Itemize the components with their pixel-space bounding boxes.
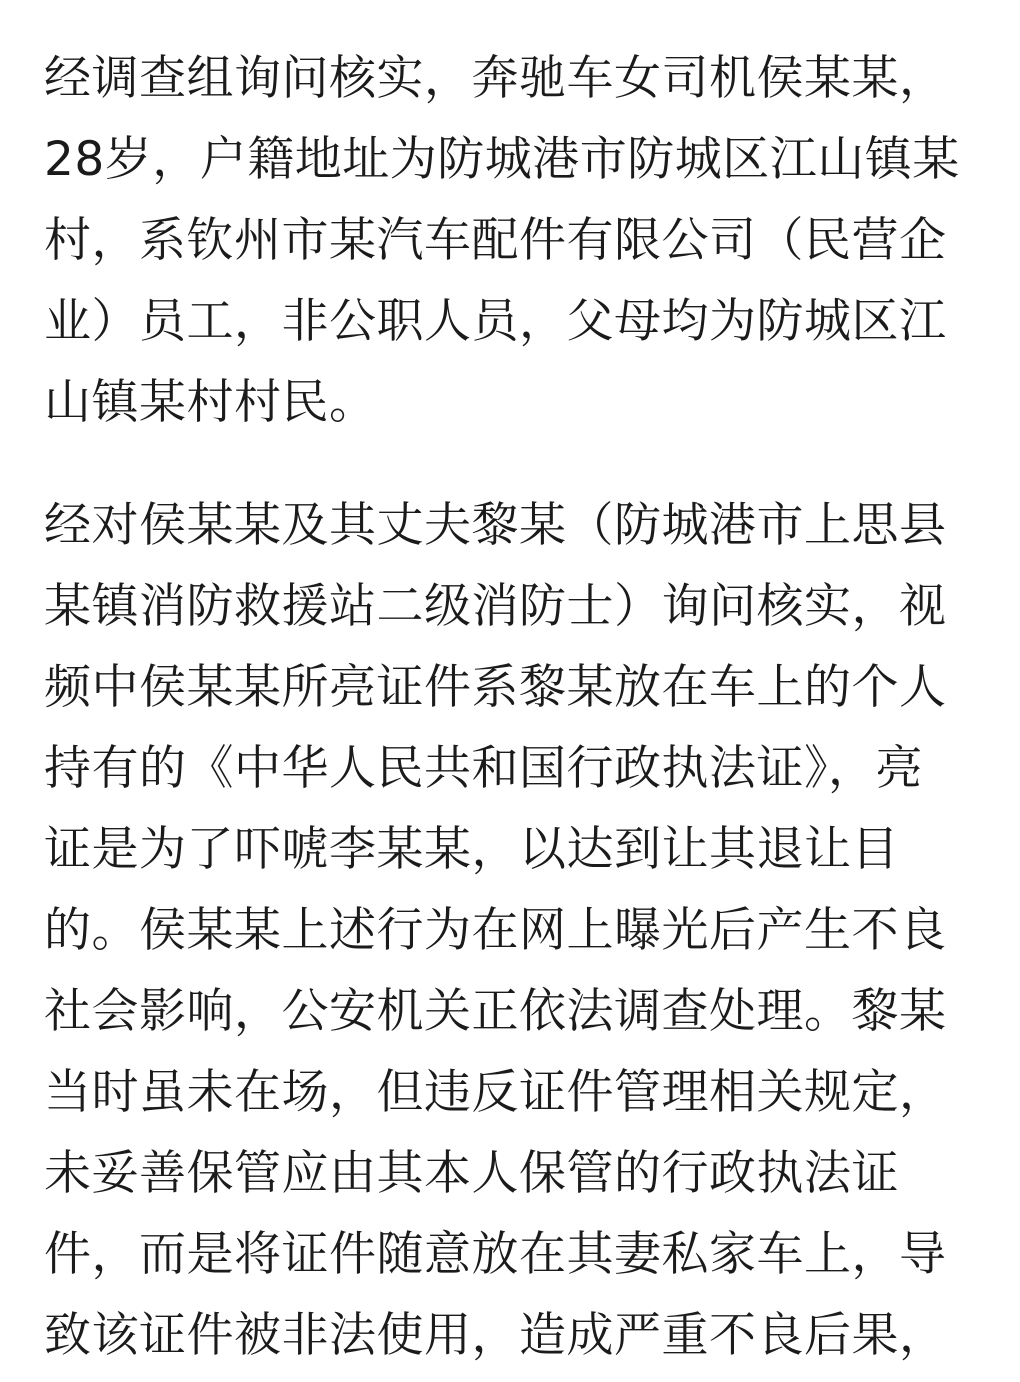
text-line: 件，而是将证件随意放在其妻私家车上，导 — [44, 1227, 947, 1282]
text-line: 当时虽未在场，但违反证件管理相关规定， — [44, 1065, 947, 1120]
text-line: 致该证件被非法使用，造成严重不良后果， — [44, 1308, 947, 1363]
text-line: 村，系钦州市某汽车配件有限公司（民营企 — [44, 213, 947, 268]
text-line: 的。侯某某上述行为在网上曝光后产生不良 — [44, 903, 947, 958]
text-line: 经对侯某某及其丈夫黎某（防城港市上思县 — [44, 498, 947, 553]
paragraph-2 — [44, 485, 984, 1376]
text-line: 社会影响，公安机关正依法调查处理。黎某 — [44, 984, 947, 1039]
text-line: 28岁，户籍地址为防城港市防城区江山镇某 — [44, 132, 960, 187]
text-line: 业）员工，非公职人员，父母均为防城区江 — [44, 294, 947, 349]
text-line: 某镇消防救援站二级消防士）询问核实，视 — [44, 579, 947, 634]
text-line: 经调查组询问核实，奔驰车女司机侯某某， — [44, 51, 947, 106]
text-line: 山镇某村村民。 — [44, 375, 377, 430]
text-line: 证是为了吓唬李某某，以达到让其退让目 — [44, 822, 899, 877]
article-body — [44, 38, 984, 1376]
paragraph-1 — [44, 38, 984, 443]
text-line: 持有的《中华人民共和国行政执法证》，亮 — [44, 741, 923, 796]
text-line: 未妥善保管应由其本人保管的行政执法证 — [44, 1146, 899, 1201]
text-line: 频中侯某某所亮证件系黎某放在车上的个人 — [44, 660, 947, 715]
